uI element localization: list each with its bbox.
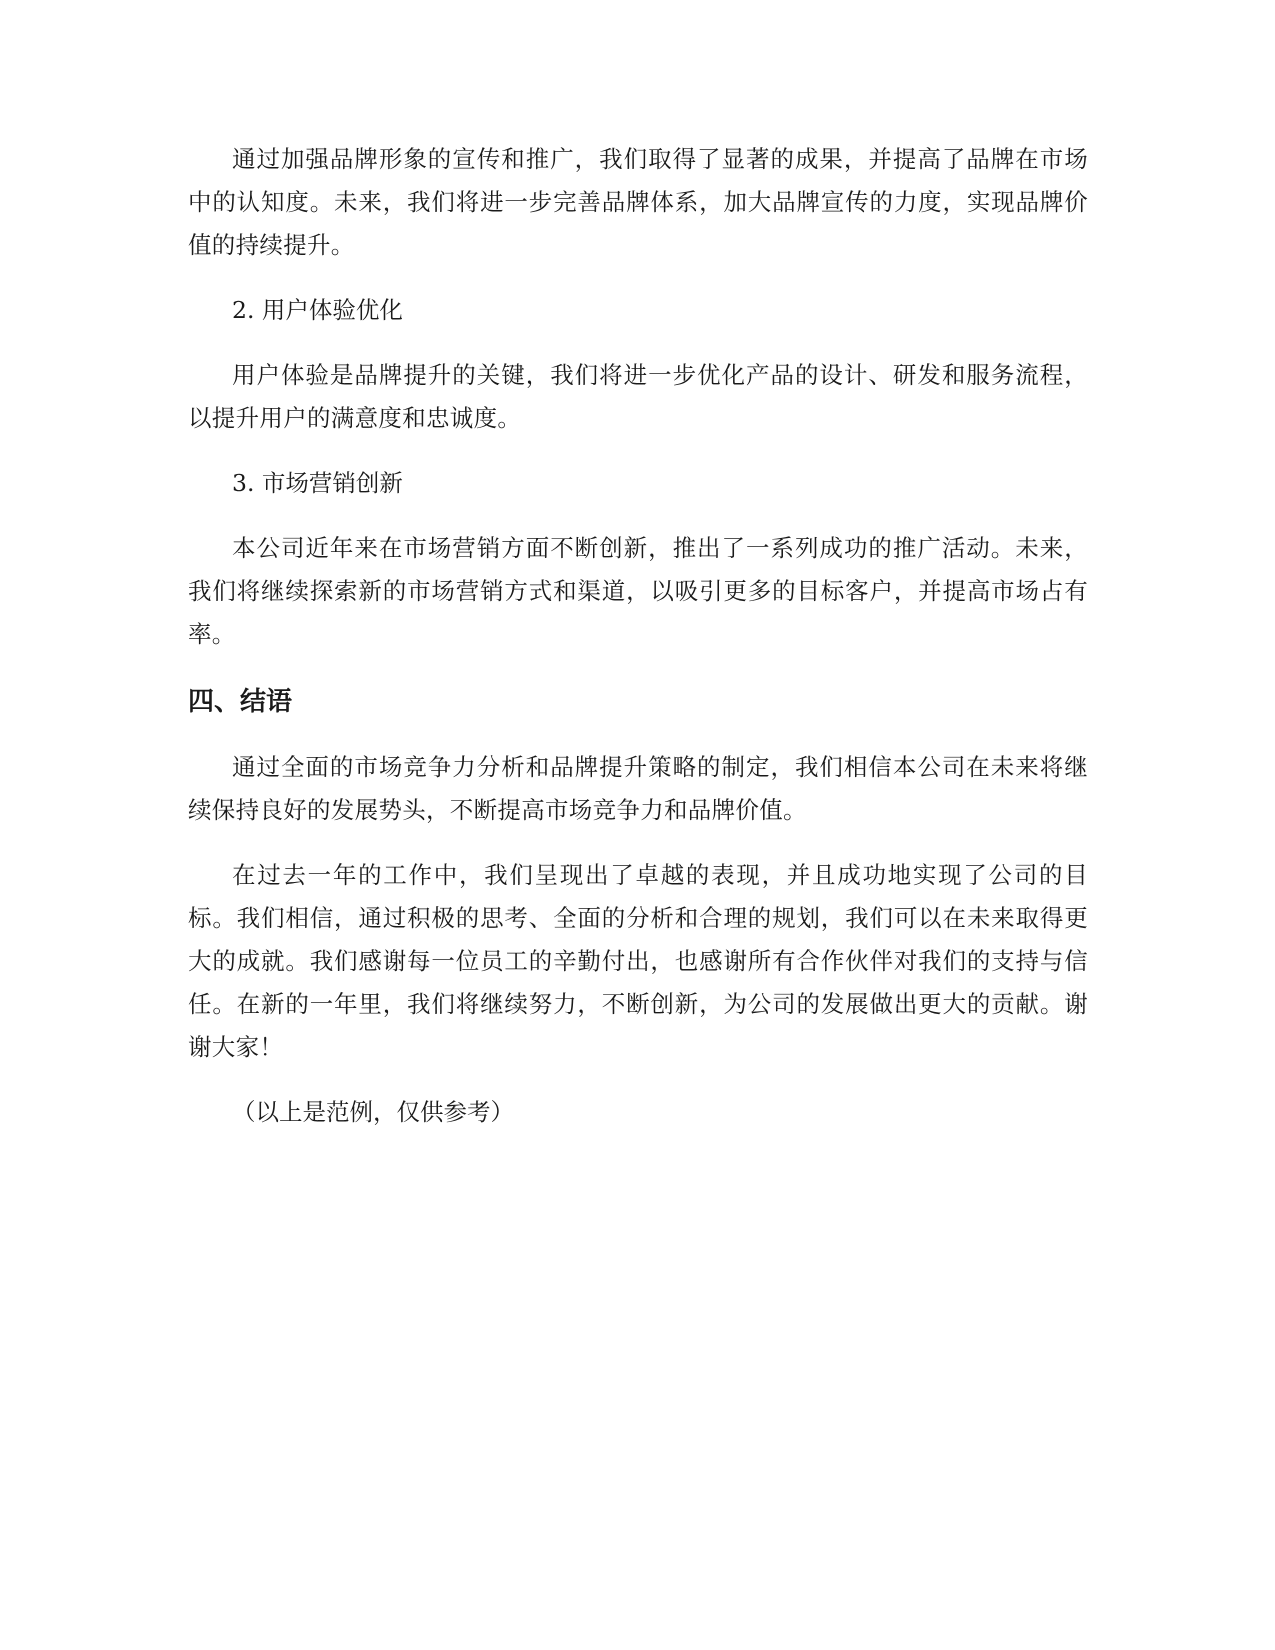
item-heading-user-experience: 2. 用户体验优化	[232, 296, 403, 324]
paragraph-brand-result: 通过加强品牌形象的宣传和推广，我们取得了显著的成果，并提高了品牌在市场中的认知度。未来，我们将进一步完善品牌体系，加大品牌宣传的力度，实现品牌价值的持续提升。	[188, 145, 1088, 259]
paragraph-conclusion-1: 通过全面的市场竞争力分析和品牌提升策略的制定，我们相信本公司在未来将继续保持良好的发展势头，不断提高市场竞争力和品牌价值。	[188, 753, 1088, 824]
item-heading-marketing-innovation: 3. 市场营销创新	[232, 469, 403, 497]
document-body	[188, 138, 1088, 1134]
paragraph-conclusion-2: 在过去一年的工作中，我们呈现出了卓越的表现，并且成功地实现了公司的目标。我们相信，通过积极的思考、全面的分析和合理的规划，我们可以在未来取得更大的成就。我们感谢每一位员工的辛勤付出，也感谢所有合作伙伴对我们的支持与信任。在新的一年里，我们将继续努力，不断创新，为公司的发展做出更大的贡献。谢谢大家！	[188, 861, 1088, 1061]
section-heading-conclusion: 四、结语	[188, 687, 293, 717]
paragraph-user-experience: 用户体验是品牌提升的关键，我们将进一步优化产品的设计、研发和服务流程，以提升用户的满意度和忠诚度。	[188, 361, 1088, 432]
paragraph-marketing-innovation: 本公司近年来在市场营销方面不断创新，推出了一系列成功的推广活动。未来，我们将继续探索新的市场营销方式和渠道，以吸引更多的目标客户，并提高市场占有率。	[188, 534, 1088, 648]
footnote-example-note: （以上是范例，仅供参考）	[232, 1098, 514, 1126]
